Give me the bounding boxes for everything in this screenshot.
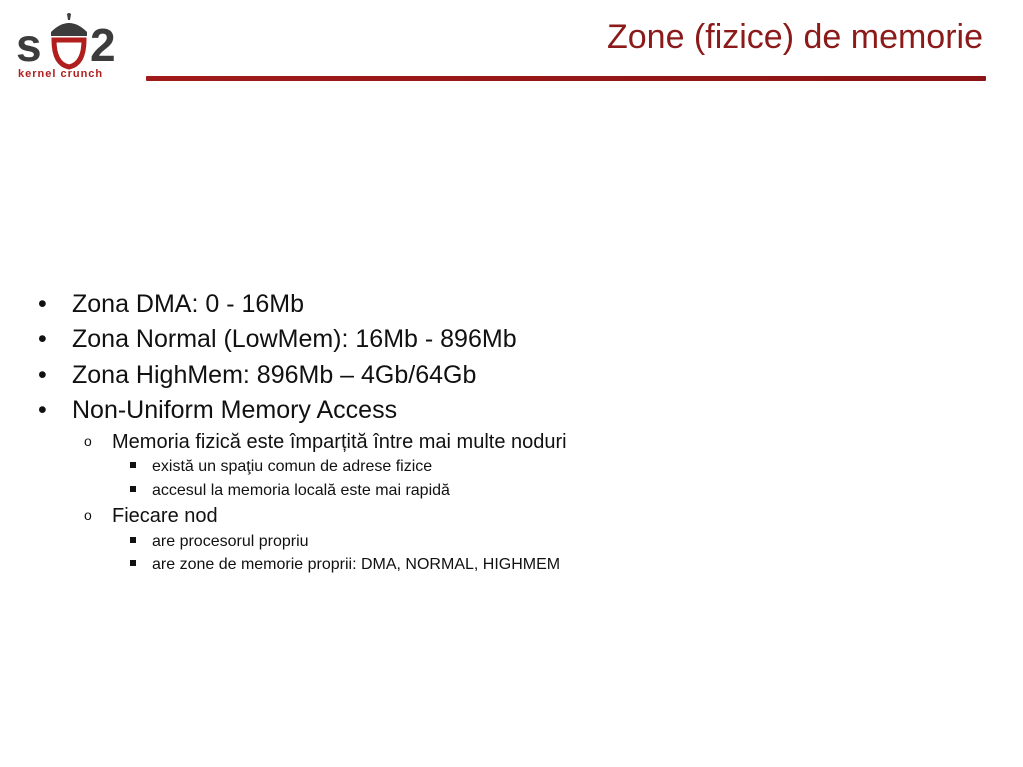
- sub-bullet-item: [84, 505, 218, 528]
- square-bullet-icon: [130, 486, 136, 492]
- sub-sub-bullet-text: accesul la memoria locală este mai rapidă: [152, 482, 450, 499]
- sub-sub-bullet-text: are zone de memorie proprii: DMA, NORMAL, HIGHMEM: [152, 556, 561, 573]
- bullet-text: Zona DMA: 0 - 16Mb: [72, 290, 305, 318]
- bullet-text: Zona HighMem: 896Mb – 4Gb/64Gb: [72, 361, 477, 389]
- sub-bullet-text: Fiecare nod: [112, 505, 218, 527]
- bullet-item: [38, 290, 304, 319]
- sub-sub-bullet-text: există un spaţiu comun de adrese fizice: [152, 458, 433, 475]
- bullet-marker: •: [38, 325, 47, 353]
- bullet-item: [38, 325, 517, 354]
- sub-bullet-marker: o: [84, 507, 92, 523]
- logo-digit-2: 2: [90, 19, 116, 71]
- bullet-item: [38, 396, 397, 425]
- so2-logo: [14, 12, 134, 84]
- logo-subtitle: kernel crunch: [18, 68, 104, 80]
- sub-sub-bullet-item: [130, 482, 450, 500]
- bullet-marker: •: [38, 290, 47, 318]
- bullet-item: [38, 361, 476, 390]
- sub-sub-bullet-item: [130, 458, 432, 476]
- bullet-text: Zona Normal (LowMem): 16Mb - 896Mb: [72, 325, 517, 353]
- sub-sub-bullet-item: [130, 556, 560, 574]
- slide-title: Zone (fizice) de memorie: [606, 18, 983, 56]
- sub-bullet-text: Memoria fizică este împarțită între mai multe noduri: [112, 431, 567, 453]
- square-bullet-icon: [130, 560, 136, 566]
- bullet-text: Non-Uniform Memory Access: [72, 396, 398, 424]
- logo-letter-s: s: [16, 19, 42, 71]
- sub-bullet-marker: o: [84, 433, 92, 449]
- sub-sub-bullet-item: [130, 533, 309, 551]
- square-bullet-icon: [130, 537, 136, 543]
- bullet-marker: •: [38, 361, 47, 389]
- acorn-logo-icon: [48, 12, 90, 70]
- title-divider: [146, 76, 986, 81]
- bullet-marker: •: [38, 396, 47, 424]
- square-bullet-icon: [130, 462, 136, 468]
- sub-sub-bullet-text: are procesorul propriu: [152, 533, 309, 550]
- sub-bullet-item: [84, 431, 567, 454]
